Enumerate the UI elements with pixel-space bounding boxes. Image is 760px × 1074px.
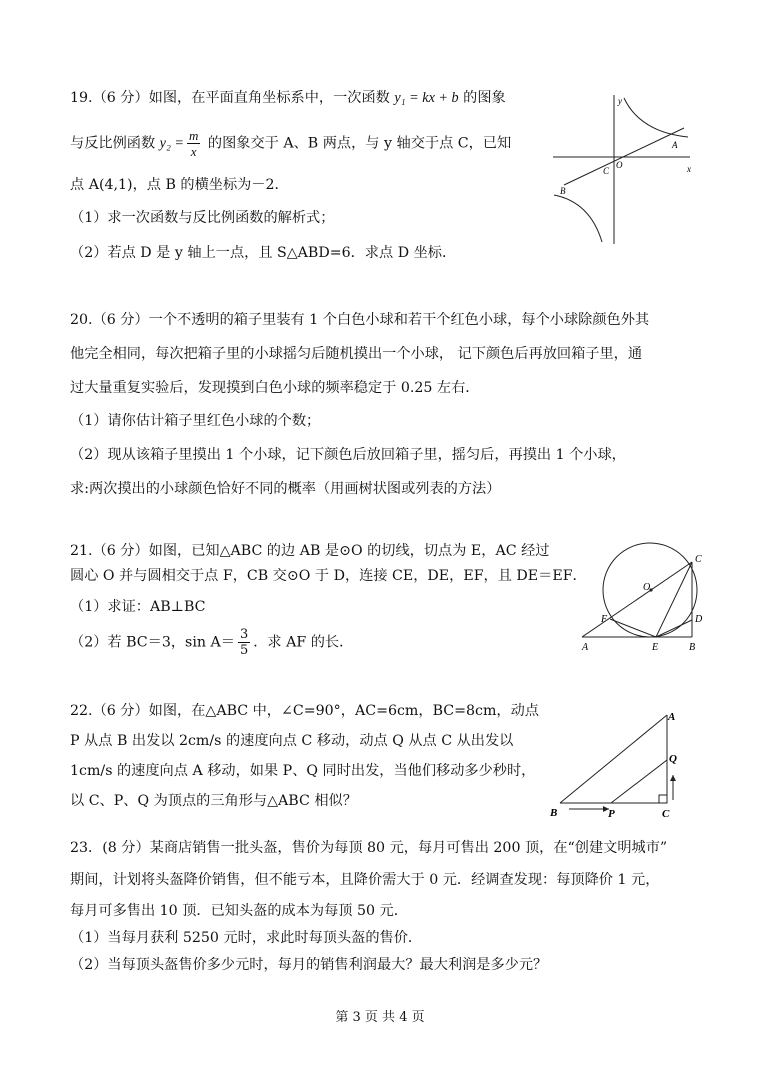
q21-text: ．求 AF 的长． bbox=[253, 634, 354, 651]
q22-figure bbox=[545, 705, 695, 825]
q19-text: 与反比例函数 bbox=[70, 135, 160, 152]
label-a: A bbox=[672, 140, 678, 150]
q19-fraction bbox=[187, 128, 200, 159]
q19-line3: 点 A(4,1)，点 B 的横坐标为－2． bbox=[70, 177, 289, 193]
segment-ab bbox=[560, 715, 667, 803]
label-o: O bbox=[643, 582, 651, 593]
fraction-numerator: 3 bbox=[239, 627, 249, 642]
q23-line1: 23．(8 分）某商店销售一批头盔，售价为每顶 80 元，每月可售出 200 顶，在“创建文明城市” bbox=[70, 840, 668, 856]
label-p: P bbox=[608, 808, 615, 820]
label-c: C bbox=[662, 808, 670, 820]
q20-line3: 过大量重复实验后，发现摸到白色小球的频率稳定于 0.25 左右． bbox=[70, 380, 480, 396]
q21-part2 bbox=[70, 627, 353, 658]
label-a: A bbox=[668, 711, 676, 723]
q21-text: （2）若 BC＝3，sin A＝ bbox=[70, 634, 235, 651]
q19-text: 的图象 bbox=[458, 90, 506, 106]
fraction-denominator: 5 bbox=[239, 643, 249, 658]
right-angle-mark bbox=[659, 795, 667, 803]
hyperbola-branch-2 bbox=[554, 195, 602, 242]
label-b: B bbox=[689, 642, 696, 653]
q20-line1: 20.（6 分）一个不透明的箱子里装有 1 个白色小球和若干个红色小球，每个小球除颜色外其 bbox=[70, 312, 650, 328]
label-q: Q bbox=[669, 753, 677, 765]
q23-part2: （2）当每顶头盔售价多少元时，每月的销售利润最大？最大利润是多少元？ bbox=[70, 957, 548, 973]
q22-line4: 以 C、P、Q 为顶点的三角形与△ABC 相似？ bbox=[70, 793, 357, 809]
label-b: B bbox=[560, 186, 566, 196]
q22-line3: 1cm/s 的速度向点 A 移动，如果 P、Q 同时出发，当他们移动多少秒时， bbox=[70, 763, 536, 779]
fraction-denominator: x bbox=[190, 144, 197, 159]
q19-part1: （1）求一次函数与反比例函数的解析式； bbox=[70, 210, 335, 226]
segment-ac bbox=[582, 562, 692, 637]
label-e: E bbox=[652, 642, 659, 653]
q21-part1: （1）求证：AB⊥BC bbox=[70, 599, 206, 615]
q21-line2: 圆心 O 并与圆相交于点 F，CB 交⊙O 于 D，连接 CE，DE，EF，且 DE＝EF． bbox=[70, 568, 587, 584]
q20-part2-cont: 求:两次摸出的小球颜色恰好不同的概率（用画树状图或列表的方法） bbox=[70, 481, 501, 497]
label-c: C bbox=[695, 554, 702, 565]
q21-figure bbox=[578, 540, 713, 655]
q20-part2: （2）现从该箱子里摸出 1 个小球，记下颜色后放回箱子里，摇匀后，再摸出 1 个小球， bbox=[70, 447, 626, 463]
label-f: F bbox=[601, 614, 608, 625]
q19-figure bbox=[548, 90, 698, 250]
q23-line3: 每月可多售出 10 顶．已知头盔的成本为每顶 50 元． bbox=[70, 903, 408, 919]
q22-line2: P 从点 B 出发以 2cm/s 的速度向点 C 移动，动点 Q 从点 C 从出发以 bbox=[70, 733, 514, 749]
page-footer: 第 3 页 共 4 页 bbox=[335, 1010, 425, 1025]
label-c: C bbox=[603, 166, 610, 176]
q20-part1: （1）请你估计箱子里红色小球的个数； bbox=[70, 413, 321, 429]
q21-line1: 21.（6 分）如图，已知△ABC 的边 AB 是⊙O 的切线，切点为 E，AC 经过 bbox=[70, 543, 550, 559]
q21-fraction bbox=[238, 627, 250, 658]
q19-text: 19.（6 分）如图，在平面直角坐标系中，一次函数 bbox=[70, 90, 395, 106]
segment-ce bbox=[656, 562, 692, 637]
q22-line1: 22.（6 分）如图，在△ABC 中，∠C=90°，AC=6cm，BC=8cm，动点 bbox=[70, 703, 539, 719]
segment-de bbox=[656, 620, 692, 637]
label-o: O bbox=[616, 160, 623, 170]
q23-line2: 期间，计划将头盔降价销售，但不能亏本，且降价需大于 0 元．经调查发现：每顶降价 1 元， bbox=[70, 872, 660, 888]
q19-line2 bbox=[70, 128, 511, 159]
label-b: B bbox=[550, 807, 558, 819]
arrow-head-cq bbox=[670, 775, 676, 781]
q19-equation: y₁ = kx + b bbox=[394, 90, 459, 106]
q19-part2: （2）若点 D 是 y 轴上一点，且 S△ABD=6．求点 D 坐标． bbox=[70, 245, 457, 261]
q19-text: 的图象交于 A、B 两点，与 y 轴交于点 C，已知 bbox=[203, 135, 512, 152]
label-d: D bbox=[695, 614, 703, 625]
q20-line2: 他完全相同，每次把箱子里的小球摇匀后随机摸出一个小球， 记下颜色后再放回箱子里，通 bbox=[70, 346, 643, 362]
label-x: x bbox=[687, 164, 691, 174]
label-a: A bbox=[582, 642, 589, 653]
q19-line1 bbox=[70, 88, 506, 108]
fraction-numerator: m bbox=[189, 128, 199, 143]
label-y: y bbox=[618, 96, 622, 106]
q23-part1: （1）当每月获利 5250 元时，求此时每顶头盔的售价． bbox=[70, 930, 423, 946]
q19-equation: y₂ = bbox=[159, 135, 184, 152]
